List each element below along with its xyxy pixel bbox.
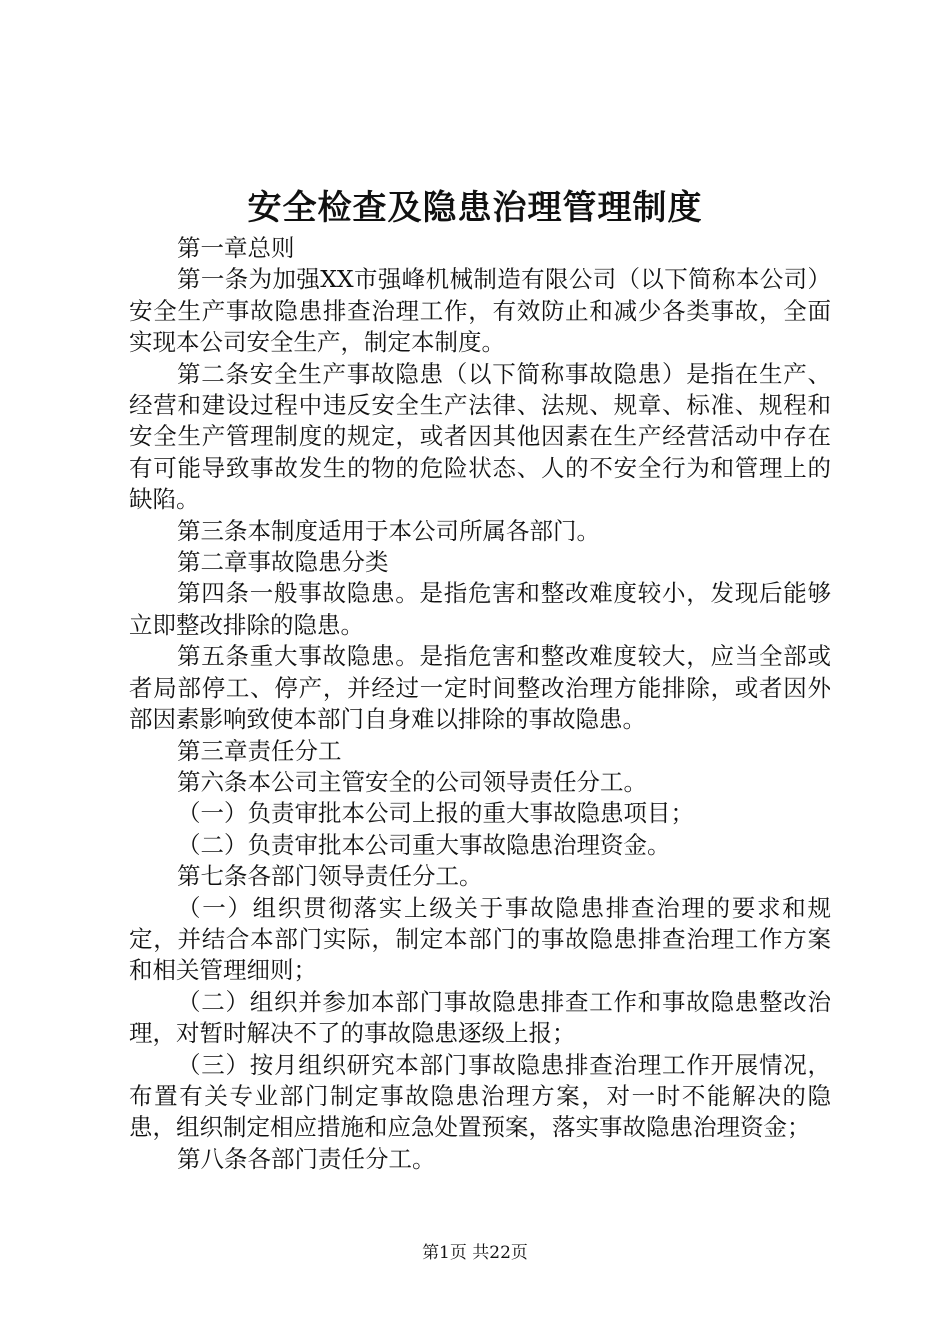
paragraph: 第三条本制度适用于本公司所属各部门。: [177, 516, 600, 545]
paragraph: （二）组织并参加本部门事故隐患排查工作和事故隐患整改治理，对暂时解决不了的事故隐患逐级上报；: [129, 987, 831, 1048]
paragraph: 第四条一般事故隐患。是指危害和整改难度较小，发现后能够立即整改排除的隐患。: [129, 579, 831, 639]
paragraph: 第六条本公司主管安全的公司领导责任分工。: [177, 767, 647, 796]
paragraph: 第二条安全生产事故隐患（以下简称事故隐患）是指在生产、经营和建设过程中违反安全生产法律、法规、规章、标准、规程和安全生产管理制度的规定，或者因其他因素在生产经营活动中存在有可能导致事故发生的物的危险状态、人的不安全行为和管理上的缺陷。: [129, 359, 831, 514]
paragraph: （一）组织贯彻落实上级关于事故隐患排查治理的要求和规定，并结合本部门实际，制定本部门的事故隐患排查治理工作方案和相关管理细则；: [129, 893, 831, 985]
document-body: [129, 233, 831, 1175]
paragraph: （三）按月组织研究本部门事故隐患排查治理工作开展情况，布置有关专业部门制定事故隐患治理方案，对一时不能解决的隐患，组织制定相应措施和应急处置预案，落实事故隐患治理资金；: [129, 1050, 831, 1142]
paragraph: 第一条为加强XX市强峰机械制造有限公司（以下简称本公司）安全生产事故隐患排查治理工作，有效防止和减少各类事故，全面实现本公司安全生产，制定本制度。: [129, 265, 831, 357]
paragraph: 第五条重大事故隐患。是指危害和整改难度较大，应当全部或者局部停工、停产，并经过一定时间整改治理方能排除，或者因外部因素影响致使本部门自身难以排除的事故隐患。: [129, 642, 831, 734]
paragraph: 第八条各部门责任分工。: [177, 1144, 436, 1173]
document-title: 安全检查及隐患治理管理制度: [247, 188, 703, 228]
page-number-footer: 第1页 共22页: [422, 1243, 528, 1263]
paragraph: （一）负责审批本公司上报的重大事故隐患项目；: [177, 799, 694, 828]
paragraph: （二）负责审批本公司重大事故隐患治理资金。: [177, 830, 671, 859]
paragraph: 第一章总则: [177, 234, 295, 262]
paragraph: 第二章事故隐患分类: [177, 548, 389, 577]
paragraph: 第七条各部门领导责任分工。: [177, 862, 483, 891]
paragraph: 第三章责任分工: [177, 736, 342, 765]
